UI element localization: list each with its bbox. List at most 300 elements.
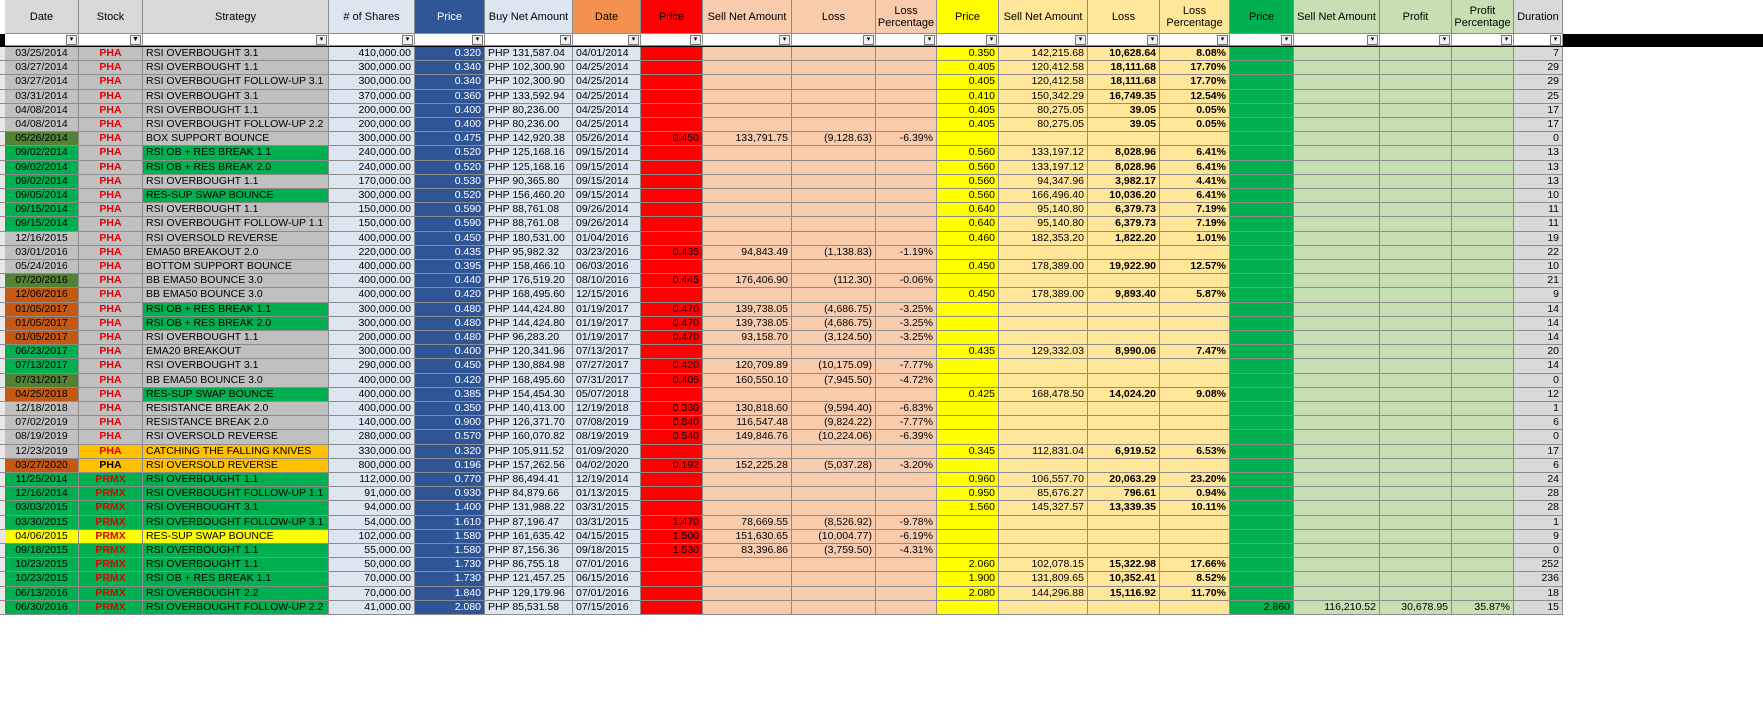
- cell-s[interactable]: PHA: [79, 61, 143, 75]
- cell-lp2[interactable]: [876, 75, 937, 89]
- cell-p[interactable]: 0.590: [415, 217, 485, 231]
- cell-lp3[interactable]: [1160, 359, 1230, 373]
- cell-d[interactable]: 03/27/2014: [5, 75, 79, 89]
- cell-pp[interactable]: [1452, 61, 1514, 75]
- cell-lp2[interactable]: [876, 487, 937, 501]
- cell-sn4[interactable]: [1294, 189, 1380, 203]
- cell-l2[interactable]: [792, 473, 876, 487]
- cell-b[interactable]: PHP 87,156.36: [485, 544, 573, 558]
- cell-sh[interactable]: 150,000.00: [329, 203, 415, 217]
- cell-lp2[interactable]: [876, 161, 937, 175]
- cell-lp3[interactable]: 0.05%: [1160, 104, 1230, 118]
- cell-sh[interactable]: 200,000.00: [329, 118, 415, 132]
- cell-sn4[interactable]: [1294, 544, 1380, 558]
- cell-lp2[interactable]: [876, 217, 937, 231]
- cell-l2[interactable]: [792, 104, 876, 118]
- cell-l2[interactable]: (3,124.50): [792, 331, 876, 345]
- cell-lp2[interactable]: [876, 572, 937, 586]
- cell-lp3[interactable]: [1160, 530, 1230, 544]
- cell-pp[interactable]: [1452, 430, 1514, 444]
- cell-b[interactable]: PHP 168,495.60: [485, 374, 573, 388]
- cell-p4[interactable]: [1230, 189, 1294, 203]
- cell-b[interactable]: PHP 84,879.66: [485, 487, 573, 501]
- cell-du[interactable]: 11: [1514, 203, 1563, 217]
- cell-p[interactable]: 1.400: [415, 501, 485, 515]
- cell-sn3[interactable]: 95,140.80: [999, 203, 1088, 217]
- cell-l2[interactable]: (10,175.09): [792, 359, 876, 373]
- cell-lp2[interactable]: -7.77%: [876, 416, 937, 430]
- cell-p3[interactable]: 0.640: [937, 203, 999, 217]
- cell-st[interactable]: RES-SUP SWAP BOUNCE: [143, 388, 329, 402]
- table-row[interactable]: [0, 402, 1763, 416]
- cell-pf[interactable]: [1380, 416, 1452, 430]
- cell-sh[interactable]: 220,000.00: [329, 246, 415, 260]
- cell-d2[interactable]: 09/15/2014: [573, 189, 641, 203]
- cell-p[interactable]: 1.840: [415, 587, 485, 601]
- column-header[interactable]: Loss Percentage: [876, 0, 937, 34]
- cell-d[interactable]: 07/13/2017: [5, 359, 79, 373]
- cell-b[interactable]: PHP 95,982.32: [485, 246, 573, 260]
- cell-pf[interactable]: [1380, 303, 1452, 317]
- cell-pf[interactable]: [1380, 260, 1452, 274]
- cell-l2[interactable]: [792, 203, 876, 217]
- cell-l2[interactable]: [792, 61, 876, 75]
- cell-d[interactable]: 04/25/2018: [5, 388, 79, 402]
- cell-p4[interactable]: [1230, 118, 1294, 132]
- cell-sn3[interactable]: 133,197.12: [999, 161, 1088, 175]
- cell-st[interactable]: RSI OVERBOUGHT 1.1: [143, 331, 329, 345]
- cell-p[interactable]: 0.395: [415, 260, 485, 274]
- cell-p4[interactable]: [1230, 359, 1294, 373]
- cell-lp2[interactable]: [876, 189, 937, 203]
- filter-dropdown-icon[interactable]: ▾: [66, 35, 77, 45]
- cell-p3[interactable]: 0.405: [937, 75, 999, 89]
- cell-sn4[interactable]: [1294, 516, 1380, 530]
- cell-l3[interactable]: 39.05: [1088, 104, 1160, 118]
- cell-s[interactable]: PHA: [79, 246, 143, 260]
- filter-dropdown-icon[interactable]: ▾: [402, 35, 413, 45]
- cell-st[interactable]: RSI OVERBOUGHT 1.1: [143, 473, 329, 487]
- cell-p4[interactable]: [1230, 445, 1294, 459]
- cell-d[interactable]: 04/08/2014: [5, 104, 79, 118]
- cell-l3[interactable]: 6,379.73: [1088, 203, 1160, 217]
- cell-sn2[interactable]: 176,406.90: [703, 274, 792, 288]
- cell-du[interactable]: 13: [1514, 161, 1563, 175]
- cell-p4[interactable]: [1230, 303, 1294, 317]
- cell-pp[interactable]: [1452, 47, 1514, 61]
- cell-sn4[interactable]: [1294, 416, 1380, 430]
- cell-pp[interactable]: [1452, 374, 1514, 388]
- cell-pp[interactable]: [1452, 459, 1514, 473]
- cell-p4[interactable]: [1230, 317, 1294, 331]
- cell-st[interactable]: RSI OVERBOUGHT 3.1: [143, 90, 329, 104]
- cell-d[interactable]: 03/27/2020: [5, 459, 79, 473]
- cell-d2[interactable]: 09/15/2014: [573, 161, 641, 175]
- cell-sn3[interactable]: [999, 359, 1088, 373]
- cell-st[interactable]: RSI OVERBOUGHT FOLLOW-UP 1.1: [143, 217, 329, 231]
- cell-s[interactable]: PHA: [79, 274, 143, 288]
- cell-p3[interactable]: 0.435: [937, 345, 999, 359]
- cell-d2[interactable]: 12/19/2018: [573, 402, 641, 416]
- cell-sn2[interactable]: 151,630.65: [703, 530, 792, 544]
- cell-sh[interactable]: 400,000.00: [329, 402, 415, 416]
- cell-lp2[interactable]: -0.06%: [876, 274, 937, 288]
- table-row[interactable]: [0, 544, 1763, 558]
- cell-d[interactable]: 06/30/2016: [5, 601, 79, 615]
- cell-l2[interactable]: [792, 388, 876, 402]
- cell-d2[interactable]: 09/18/2015: [573, 544, 641, 558]
- cell-p3[interactable]: [937, 359, 999, 373]
- cell-pf[interactable]: [1380, 374, 1452, 388]
- cell-p4[interactable]: [1230, 388, 1294, 402]
- cell-p2[interactable]: [641, 104, 703, 118]
- cell-p2[interactable]: 0.330: [641, 402, 703, 416]
- cell-p2[interactable]: [641, 161, 703, 175]
- cell-p[interactable]: 0.420: [415, 374, 485, 388]
- cell-sn4[interactable]: [1294, 530, 1380, 544]
- cell-lp2[interactable]: -3.25%: [876, 317, 937, 331]
- cell-sn3[interactable]: 144,296.88: [999, 587, 1088, 601]
- cell-s[interactable]: PHA: [79, 232, 143, 246]
- cell-du[interactable]: 6: [1514, 416, 1563, 430]
- cell-p4[interactable]: [1230, 530, 1294, 544]
- cell-l2[interactable]: [792, 175, 876, 189]
- filter-dropdown-icon[interactable]: ▾: [472, 35, 483, 45]
- cell-du[interactable]: 6: [1514, 459, 1563, 473]
- cell-l2[interactable]: [792, 345, 876, 359]
- cell-sn2[interactable]: [703, 47, 792, 61]
- cell-s[interactable]: PHA: [79, 303, 143, 317]
- cell-sn4[interactable]: [1294, 317, 1380, 331]
- cell-d2[interactable]: 07/08/2019: [573, 416, 641, 430]
- cell-l2[interactable]: [792, 601, 876, 615]
- cell-sn3[interactable]: [999, 402, 1088, 416]
- column-header[interactable]: Strategy: [143, 0, 329, 34]
- cell-sn2[interactable]: [703, 260, 792, 274]
- table-row[interactable]: [0, 601, 1763, 615]
- cell-b[interactable]: PHP 126,371.70: [485, 416, 573, 430]
- cell-d2[interactable]: 04/25/2014: [573, 118, 641, 132]
- cell-b[interactable]: PHP 133,592.94: [485, 90, 573, 104]
- cell-lp3[interactable]: 11.70%: [1160, 587, 1230, 601]
- cell-lp2[interactable]: -6.83%: [876, 402, 937, 416]
- cell-s[interactable]: PHA: [79, 430, 143, 444]
- cell-b[interactable]: PHP 85,531.58: [485, 601, 573, 615]
- cell-p[interactable]: 1.580: [415, 544, 485, 558]
- cell-d[interactable]: 04/06/2015: [5, 530, 79, 544]
- filter-dropdown-icon[interactable]: ▾: [1501, 35, 1512, 45]
- cell-du[interactable]: 14: [1514, 317, 1563, 331]
- cell-st[interactable]: RSI OVERBOUGHT 3.1: [143, 47, 329, 61]
- cell-d[interactable]: 01/05/2017: [5, 303, 79, 317]
- cell-p4[interactable]: [1230, 587, 1294, 601]
- cell-p[interactable]: 0.420: [415, 288, 485, 302]
- cell-p4[interactable]: [1230, 260, 1294, 274]
- cell-sn3[interactable]: 85,676.27: [999, 487, 1088, 501]
- cell-p4[interactable]: [1230, 90, 1294, 104]
- cell-pf[interactable]: [1380, 146, 1452, 160]
- filter-dropdown-icon[interactable]: ▾: [779, 35, 790, 45]
- cell-sn2[interactable]: [703, 345, 792, 359]
- cell-pp[interactable]: [1452, 445, 1514, 459]
- cell-p[interactable]: 1.730: [415, 572, 485, 586]
- cell-p[interactable]: 0.435: [415, 246, 485, 260]
- cell-sn3[interactable]: [999, 303, 1088, 317]
- cell-sn3[interactable]: 178,389.00: [999, 288, 1088, 302]
- cell-sh[interactable]: 55,000.00: [329, 544, 415, 558]
- cell-p[interactable]: 0.475: [415, 132, 485, 146]
- cell-l2[interactable]: (9,824.22): [792, 416, 876, 430]
- filter-dropdown-icon[interactable]: ▾: [1147, 35, 1158, 45]
- cell-sh[interactable]: 70,000.00: [329, 572, 415, 586]
- cell-lp3[interactable]: [1160, 274, 1230, 288]
- cell-sh[interactable]: 112,000.00: [329, 473, 415, 487]
- cell-p[interactable]: 0.400: [415, 118, 485, 132]
- cell-p[interactable]: 0.450: [415, 359, 485, 373]
- cell-l2[interactable]: [792, 232, 876, 246]
- cell-sn3[interactable]: [999, 274, 1088, 288]
- cell-b[interactable]: PHP 102,300.90: [485, 61, 573, 75]
- cell-p3[interactable]: 0.405: [937, 118, 999, 132]
- cell-sn4[interactable]: [1294, 75, 1380, 89]
- table-row[interactable]: [0, 260, 1763, 274]
- cell-sn4[interactable]: [1294, 288, 1380, 302]
- cell-p[interactable]: 0.520: [415, 161, 485, 175]
- cell-sn2[interactable]: [703, 203, 792, 217]
- cell-sn4[interactable]: [1294, 487, 1380, 501]
- cell-b[interactable]: PHP 168,495.60: [485, 288, 573, 302]
- column-header[interactable]: Price: [415, 0, 485, 34]
- cell-p2[interactable]: [641, 47, 703, 61]
- cell-p3[interactable]: 0.450: [937, 288, 999, 302]
- cell-st[interactable]: RSI OVERBOUGHT FOLLOW-UP 1.1: [143, 487, 329, 501]
- cell-p[interactable]: 0.360: [415, 90, 485, 104]
- cell-st[interactable]: RSI OVERBOUGHT FOLLOW-UP 2.2: [143, 601, 329, 615]
- cell-pp[interactable]: [1452, 203, 1514, 217]
- cell-p4[interactable]: [1230, 487, 1294, 501]
- column-header[interactable]: Loss Percentage: [1160, 0, 1230, 34]
- cell-du[interactable]: 0: [1514, 430, 1563, 444]
- cell-pp[interactable]: [1452, 501, 1514, 515]
- cell-pf[interactable]: [1380, 104, 1452, 118]
- cell-p[interactable]: 1.580: [415, 530, 485, 544]
- cell-p3[interactable]: 0.560: [937, 189, 999, 203]
- cell-d[interactable]: 10/23/2015: [5, 572, 79, 586]
- cell-p2[interactable]: 1.530: [641, 544, 703, 558]
- cell-p[interactable]: 0.480: [415, 331, 485, 345]
- cell-p2[interactable]: [641, 232, 703, 246]
- cell-d2[interactable]: 12/19/2014: [573, 473, 641, 487]
- cell-pp[interactable]: [1452, 75, 1514, 89]
- cell-pp[interactable]: [1452, 146, 1514, 160]
- cell-p3[interactable]: [937, 544, 999, 558]
- table-row[interactable]: [0, 587, 1763, 601]
- cell-st[interactable]: RSI OVERBOUGHT FOLLOW-UP 2.2: [143, 118, 329, 132]
- cell-s[interactable]: PHA: [79, 260, 143, 274]
- cell-l3[interactable]: [1088, 303, 1160, 317]
- cell-l3[interactable]: 1,822.20: [1088, 232, 1160, 246]
- cell-sn4[interactable]: [1294, 345, 1380, 359]
- cell-sn4[interactable]: [1294, 274, 1380, 288]
- cell-lp3[interactable]: 17.70%: [1160, 75, 1230, 89]
- cell-l3[interactable]: [1088, 359, 1160, 373]
- cell-l2[interactable]: (7,945.50): [792, 374, 876, 388]
- cell-s[interactable]: PHA: [79, 146, 143, 160]
- cell-p4[interactable]: [1230, 274, 1294, 288]
- cell-l2[interactable]: (3,759.50): [792, 544, 876, 558]
- cell-p3[interactable]: [937, 430, 999, 444]
- cell-b[interactable]: PHP 121,457.25: [485, 572, 573, 586]
- cell-p2[interactable]: [641, 345, 703, 359]
- column-header[interactable]: Profit Percentage: [1452, 0, 1514, 34]
- cell-p4[interactable]: [1230, 203, 1294, 217]
- cell-p3[interactable]: 0.350: [937, 47, 999, 61]
- cell-l3[interactable]: [1088, 402, 1160, 416]
- cell-p3[interactable]: [937, 416, 999, 430]
- cell-sh[interactable]: 400,000.00: [329, 388, 415, 402]
- cell-d2[interactable]: 01/04/2016: [573, 232, 641, 246]
- cell-lp2[interactable]: [876, 260, 937, 274]
- cell-b[interactable]: PHP 125,168.16: [485, 161, 573, 175]
- cell-pp[interactable]: [1452, 232, 1514, 246]
- cell-d[interactable]: 03/25/2014: [5, 47, 79, 61]
- cell-s[interactable]: PRMX: [79, 558, 143, 572]
- cell-sh[interactable]: 94,000.00: [329, 501, 415, 515]
- cell-pf[interactable]: [1380, 430, 1452, 444]
- cell-p4[interactable]: [1230, 558, 1294, 572]
- table-row[interactable]: [0, 459, 1763, 473]
- cell-sh[interactable]: 300,000.00: [329, 303, 415, 317]
- cell-s[interactable]: PHA: [79, 416, 143, 430]
- cell-l3[interactable]: [1088, 544, 1160, 558]
- cell-b[interactable]: PHP 129,179.96: [485, 587, 573, 601]
- cell-lp3[interactable]: 7.19%: [1160, 203, 1230, 217]
- cell-d2[interactable]: 12/15/2016: [573, 288, 641, 302]
- cell-p4[interactable]: [1230, 331, 1294, 345]
- cell-sn2[interactable]: 93,158.70: [703, 331, 792, 345]
- cell-sn2[interactable]: 139,738.05: [703, 303, 792, 317]
- cell-sn4[interactable]: [1294, 501, 1380, 515]
- cell-p4[interactable]: 2.860: [1230, 601, 1294, 615]
- table-row[interactable]: [0, 430, 1763, 444]
- cell-p[interactable]: 0.350: [415, 402, 485, 416]
- cell-sn2[interactable]: [703, 175, 792, 189]
- cell-pf[interactable]: [1380, 459, 1452, 473]
- cell-pf[interactable]: [1380, 317, 1452, 331]
- cell-sh[interactable]: 200,000.00: [329, 331, 415, 345]
- cell-lp2[interactable]: [876, 345, 937, 359]
- cell-d2[interactable]: 07/01/2016: [573, 558, 641, 572]
- table-row[interactable]: [0, 189, 1763, 203]
- cell-du[interactable]: 15: [1514, 601, 1563, 615]
- cell-p2[interactable]: 0.192: [641, 459, 703, 473]
- cell-sn4[interactable]: [1294, 359, 1380, 373]
- filter-dropdown-icon[interactable]: ▾: [1550, 35, 1561, 45]
- cell-b[interactable]: PHP 156,460.20: [485, 189, 573, 203]
- cell-d2[interactable]: 07/13/2017: [573, 345, 641, 359]
- cell-p4[interactable]: [1230, 246, 1294, 260]
- cell-l3[interactable]: 16,749.35: [1088, 90, 1160, 104]
- cell-sh[interactable]: 410,000.00: [329, 47, 415, 61]
- cell-p[interactable]: 0.590: [415, 203, 485, 217]
- cell-d2[interactable]: 04/25/2014: [573, 104, 641, 118]
- cell-l2[interactable]: [792, 572, 876, 586]
- cell-du[interactable]: 1: [1514, 402, 1563, 416]
- cell-s[interactable]: PHA: [79, 175, 143, 189]
- cell-sn3[interactable]: [999, 331, 1088, 345]
- cell-p2[interactable]: [641, 175, 703, 189]
- cell-lp3[interactable]: 17.70%: [1160, 61, 1230, 75]
- cell-s[interactable]: PHA: [79, 459, 143, 473]
- cell-p4[interactable]: [1230, 473, 1294, 487]
- cell-p2[interactable]: 0.840: [641, 416, 703, 430]
- cell-s[interactable]: PRMX: [79, 487, 143, 501]
- cell-st[interactable]: BOX SUPPORT BOUNCE: [143, 132, 329, 146]
- cell-sn2[interactable]: 160,550.10: [703, 374, 792, 388]
- cell-lp3[interactable]: [1160, 516, 1230, 530]
- column-header[interactable]: Loss: [792, 0, 876, 34]
- cell-pf[interactable]: [1380, 75, 1452, 89]
- cell-lp3[interactable]: 5.87%: [1160, 288, 1230, 302]
- cell-d2[interactable]: 01/19/2017: [573, 317, 641, 331]
- cell-p3[interactable]: [937, 402, 999, 416]
- cell-p3[interactable]: 0.960: [937, 473, 999, 487]
- cell-sn3[interactable]: 168,478.50: [999, 388, 1088, 402]
- cell-pf[interactable]: [1380, 246, 1452, 260]
- cell-sn3[interactable]: [999, 317, 1088, 331]
- cell-d[interactable]: 09/15/2014: [5, 217, 79, 231]
- cell-du[interactable]: 29: [1514, 75, 1563, 89]
- cell-pf[interactable]: [1380, 61, 1452, 75]
- cell-b[interactable]: PHP 160,070.82: [485, 430, 573, 444]
- cell-l3[interactable]: [1088, 430, 1160, 444]
- cell-d[interactable]: 12/18/2018: [5, 402, 79, 416]
- cell-p3[interactable]: 0.405: [937, 61, 999, 75]
- cell-sn4[interactable]: [1294, 430, 1380, 444]
- cell-d[interactable]: 09/05/2014: [5, 189, 79, 203]
- cell-pp[interactable]: [1452, 303, 1514, 317]
- cell-p2[interactable]: [641, 61, 703, 75]
- cell-p2[interactable]: 0.450: [641, 132, 703, 146]
- cell-b[interactable]: PHP 90,365.80: [485, 175, 573, 189]
- cell-p2[interactable]: [641, 288, 703, 302]
- cell-p4[interactable]: [1230, 175, 1294, 189]
- cell-du[interactable]: 28: [1514, 501, 1563, 515]
- cell-p2[interactable]: 0.540: [641, 430, 703, 444]
- cell-sn2[interactable]: [703, 501, 792, 515]
- cell-l3[interactable]: [1088, 317, 1160, 331]
- cell-pp[interactable]: [1452, 331, 1514, 345]
- cell-l2[interactable]: (10,004.77): [792, 530, 876, 544]
- cell-sn3[interactable]: 133,197.12: [999, 146, 1088, 160]
- cell-sn4[interactable]: [1294, 118, 1380, 132]
- cell-b[interactable]: PHP 130,884.98: [485, 359, 573, 373]
- cell-sn2[interactable]: [703, 445, 792, 459]
- cell-d2[interactable]: 06/03/2016: [573, 260, 641, 274]
- cell-d[interactable]: 09/18/2015: [5, 544, 79, 558]
- cell-sh[interactable]: 170,000.00: [329, 175, 415, 189]
- cell-du[interactable]: 236: [1514, 572, 1563, 586]
- cell-d[interactable]: 12/06/2016: [5, 288, 79, 302]
- cell-pf[interactable]: [1380, 473, 1452, 487]
- cell-b[interactable]: PHP 176,519.20: [485, 274, 573, 288]
- cell-p[interactable]: 0.440: [415, 274, 485, 288]
- cell-du[interactable]: 21: [1514, 274, 1563, 288]
- cell-pf[interactable]: [1380, 331, 1452, 345]
- cell-lp2[interactable]: -1.19%: [876, 246, 937, 260]
- cell-p2[interactable]: [641, 90, 703, 104]
- cell-du[interactable]: 13: [1514, 175, 1563, 189]
